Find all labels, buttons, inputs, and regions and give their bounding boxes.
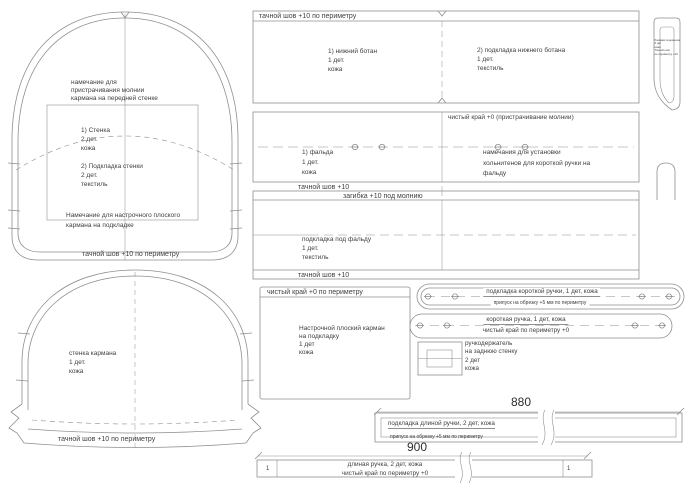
- short-handle-sub: чистый край по периметру +0: [480, 327, 572, 334]
- gusset-seam-label: тачной шов +10 по периметру: [259, 13, 357, 20]
- falda-lining-outline: [253, 186, 639, 279]
- falda-rivet-note: намечания для установки хольнитенов для короткой ручки на фальду: [483, 149, 591, 177]
- long-handle-notch-left: 1: [266, 466, 270, 472]
- long-handle-sub: чистый край по периметру +0: [341, 469, 429, 477]
- flat-pocket-edge-label: чистый край +0 по периметру: [267, 289, 363, 296]
- pocket-wall-label: стенка кармана 1 дет. кожа: [69, 350, 117, 375]
- front-wall-seam-label: тачной шов +10 по периметру: [82, 251, 180, 258]
- long-handle-notch-right: 1: [567, 466, 571, 472]
- long-handle-lining-title: подкладка длиной ручки, 2 дет, кожа: [388, 419, 495, 427]
- falda-seam-label: тачной шов +10: [298, 183, 350, 191]
- falda-lining-label: подкладка под фальду 1 дет. текстиль: [302, 236, 372, 261]
- gusset-left-label: 1) нижний ботан 1 дет. кожа: [328, 48, 378, 73]
- falda-lining-fold-label: загибка +10 под молнию: [343, 192, 423, 200]
- long-handle-outline: [255, 452, 592, 483]
- front-wall-part2-label: 2) Подкладка стенки 2 дет. текстиль: [81, 163, 143, 188]
- short-handle-lining-sub: припуск на обрезку +5 мм по периметру: [491, 300, 590, 306]
- pocket-wall-outline: [9, 270, 261, 450]
- short-handle-lining-title: подкладка короткой ручки, 1 дет, кожа: [483, 288, 600, 297]
- handle-holder-outline: [418, 342, 462, 375]
- falda-edge-label: чистый край +0 (пристрачивание молнии): [448, 114, 574, 121]
- falda-lining-seam-label: тачной шов +10: [298, 271, 350, 279]
- handle-holder-label: ручкодержатель на заднюю стенку 2 дет кожа: [465, 339, 518, 372]
- falda-left-label: 1) фальда 1 дет. кожа: [302, 149, 334, 176]
- long-handle-lining-sub: припуск на обрезку +5 мм по периметру: [390, 434, 483, 440]
- flat-pocket-label: Настрочной плоский карман на подкладку 1 дет кожа: [299, 325, 385, 356]
- front-wall-part1-label: 1) Стенка 2 дет. кожа: [81, 127, 110, 152]
- front-wall-zipper-note: намечание для пристрачивания молнии кармана на передней стенке: [71, 79, 158, 102]
- gusset-right-label: 2) подкладка нижнего ботана 1 дет. текстиль: [477, 47, 566, 72]
- long-handle-title: длиная ручка, 2 дет, кожа: [347, 461, 423, 468]
- side-strip-outline: [654, 18, 680, 110]
- pocket-wall-seam-label: тачной шов +10 по периметру: [58, 436, 156, 443]
- dimension-880: 880: [510, 395, 532, 409]
- front-wall-pocket-note: Намечание для настрочного плоского кармана на подкладке: [66, 212, 181, 229]
- short-handle-title: короткая ручка, 1 дет, кожа: [483, 316, 568, 325]
- bottom-gusset-outline: [253, 11, 639, 103]
- dimension-900: 900: [406, 440, 428, 454]
- side-strip-label: боковая перемычка 2 дет кожа Тачной шов по периметру +10: [654, 38, 681, 56]
- small-tab-outline: [657, 163, 675, 200]
